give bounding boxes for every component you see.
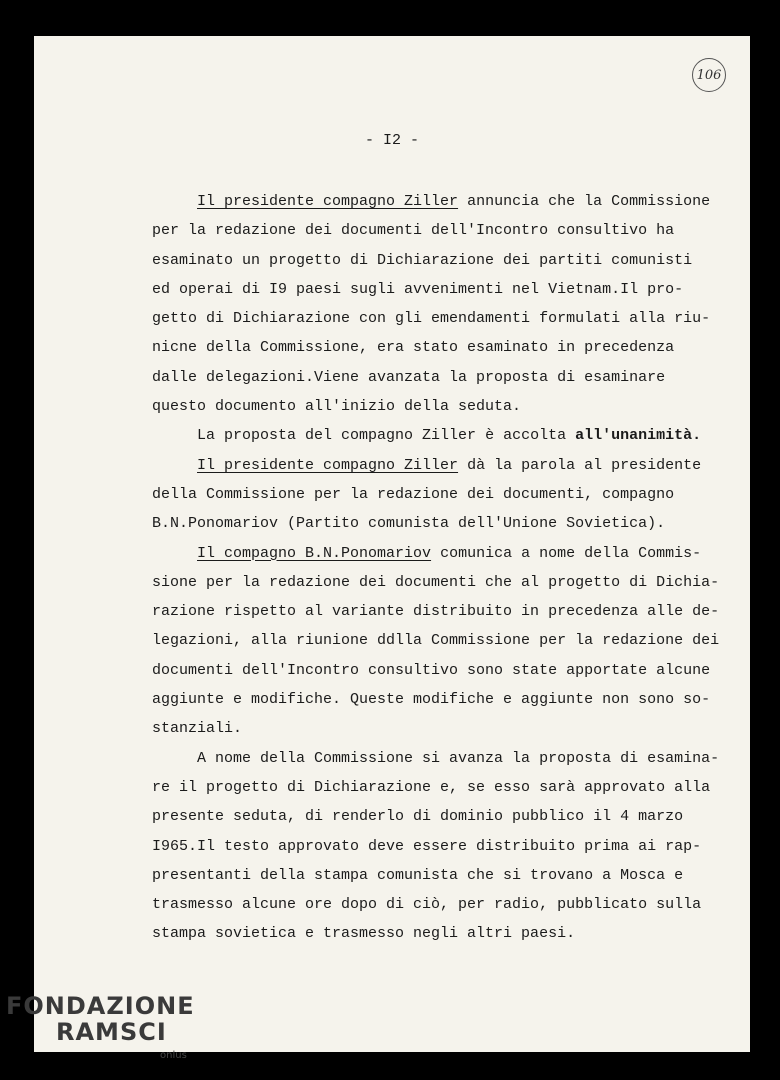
speaker-name: Il compagno B.N.Ponomariov <box>197 544 432 562</box>
text-line: razione rispetto al variante distribuito in precedenza alle de- <box>152 603 720 621</box>
text-line: ed operai di I9 paesi sugli avvenimenti nel Vietnam.Il pro- <box>152 280 684 298</box>
text-line: aggiunte e modifiche. Queste modifiche e aggiunte non sono so- <box>152 691 711 709</box>
text-line: getto di Dichiarazione con gli emendamenti formulati alla riu- <box>152 310 711 328</box>
document-body <box>152 187 732 949</box>
speaker-name: Il presidente compagno Ziller <box>197 193 459 210</box>
text-line: esaminato un progetto di Dichiarazione dei partiti comunisti <box>152 251 693 269</box>
text-line: Il presidente compagno Ziller annuncia che la Commissione <box>197 193 711 210</box>
text-line: Il presidente compagno Ziller dà la parola al presidente <box>197 456 702 474</box>
text-line: della Commissione per la redazione dei documenti, compagno <box>152 485 675 503</box>
text-line: I965.Il testo approvato deve essere distribuito prima ai rap- <box>152 837 702 855</box>
document-page <box>34 36 750 1052</box>
text-line: trasmesso alcune ore dopo di ciò, per radio, pubblicato sulla <box>152 896 702 914</box>
text-line: sione per la redazione dei documenti che al progetto di Dichia- <box>152 573 720 591</box>
page-number: - I2 - <box>364 132 419 149</box>
text-line: re il progetto di Dichiarazione e, se esso sarà approvato alla <box>152 778 711 796</box>
text-line: per la redazione dei documenti dell'Incontro consultivo ha <box>152 222 675 240</box>
archive-page-stamp: 106 <box>692 58 726 92</box>
logo-subtitle: onlus <box>160 1050 187 1061</box>
text-line: nicne della Commissione, era stato esaminato in precedenza <box>152 339 675 357</box>
text-line: presentanti della stampa comunista che si trovano a Mosca e <box>152 866 684 884</box>
text-line: documenti dell'Incontro consultivo sono state apportate alcune <box>152 661 711 679</box>
logo-line-1: FONDAZIONE <box>6 992 195 1020</box>
text-line: questo documento all'inizio della seduta. <box>152 398 522 416</box>
text-line: Il compagno B.N.Ponomariov comunica a nome della Commis- <box>197 544 702 562</box>
text-line: dalle delegazioni.Viene avanzata la proposta di esaminare <box>152 368 666 386</box>
logo-line-2: RAMSCI <box>56 1018 167 1046</box>
text-line: B.N.Ponomariov (Partito comunista dell'Unione Sovietica). <box>152 515 666 533</box>
text-line: A nome della Commissione si avanza la proposta di esamina- <box>152 749 720 767</box>
text-line: legazioni, alla riunione ddlla Commissione per la redazione dei <box>152 632 720 650</box>
fondazione-gramsci-logo <box>6 994 195 1044</box>
speaker-name: Il presidente compagno Ziller <box>197 456 459 474</box>
text-line: stanziali. <box>152 720 243 738</box>
text-line: La proposta del compagno Ziller è accolta all'unanimità. <box>197 427 702 445</box>
text-line: stampa sovietica e trasmesso negli altri paesi. <box>152 925 576 943</box>
emphasis-text: all'unanimità. <box>575 427 702 445</box>
text-line: presente seduta, di renderlo di dominio pubblico il 4 marzo <box>152 808 684 826</box>
